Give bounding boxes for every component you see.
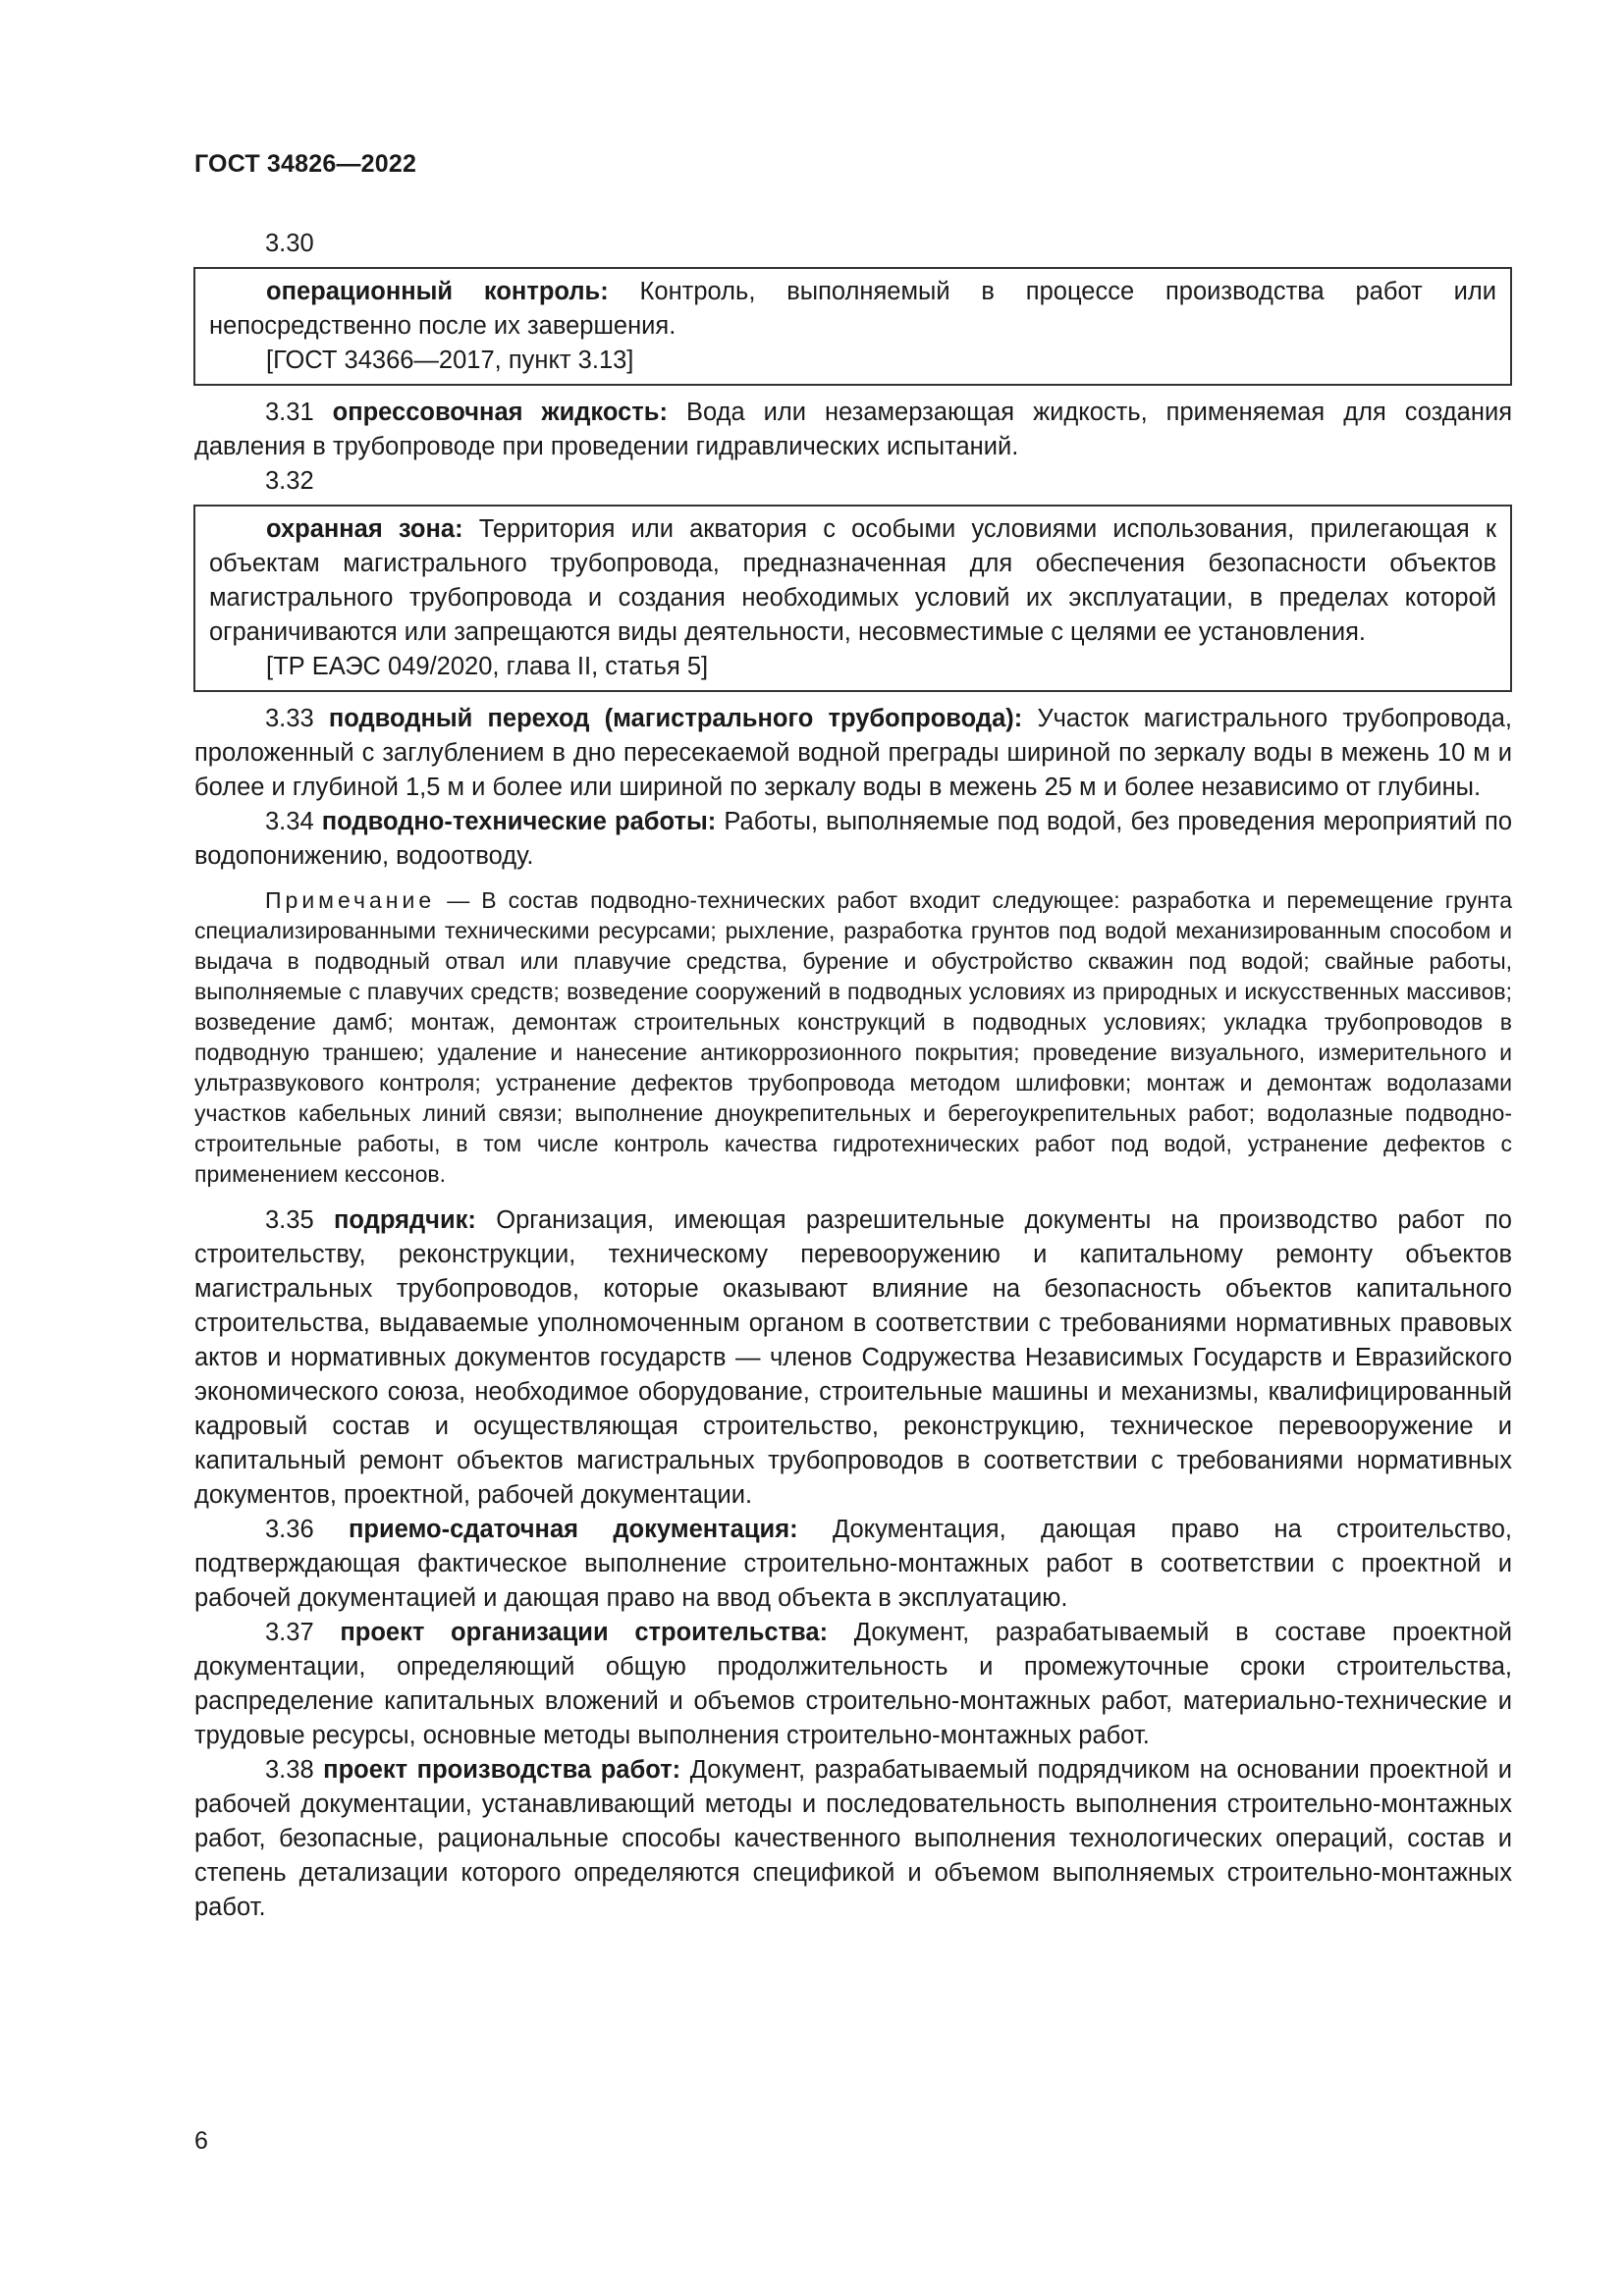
definition: Документация, дающая право на строительство, подтверждающая фактическое выполнение строительно-монтажных работ в соответствии с проектной и рабочей документацией и дающая право на ввод объекта в эксплуатацию. [194,1516,1512,1612]
entry-3-30 [209,275,1496,344]
term: подводный переход (магистрального трубопровода): [328,705,1023,732]
entry-3-32 [209,512,1496,650]
entry-number: 3.37 [265,1619,314,1646]
entry-3-32-number: 3.32 [265,467,314,495]
entry-number: 3.34 [265,808,314,835]
page-number: 6 [194,2127,208,2155]
source-reference: [ТР ЕАЭС 049/2020, глава II, статья 5] [266,653,709,680]
term: подрядчик: [334,1206,476,1234]
entry-3-30-number: 3.30 [265,230,314,257]
entry-3-33 [194,702,1512,805]
entry-3-31 [194,396,1512,464]
definition: Участок магистрального трубопровода, проложенный с заглублением в дно пересекаемой водной преграды шириной по зеркалу воды в межень 10 м и более и глубиной 1,5 м и более или шириной по зеркалу воды в межень 25 м и более независимо от глубины. [194,705,1512,801]
entry-number: 3.35 [265,1206,314,1234]
term: охранная зона: [266,515,463,543]
note-3-34 [194,885,1512,1190]
term: опрессовочная жидкость: [332,399,668,426]
term: операционный контроль: [266,278,609,305]
term: проект производства работ: [323,1756,681,1784]
entry-number: 3.36 [265,1516,314,1543]
document-header: ГОСТ 34826—2022 [194,150,417,178]
definition: Документ, разрабатываемый подрядчиком на основании проектной и рабочей документации, устанавливающий методы и последовательность выполнения строительно-монтажных работ, безопасные, рациональные способы качественного выполнения технологических операций, состав и степень детализации которого определяются спецификой и объемом выполняемых строительно-монтажных работ. [194,1756,1512,1921]
note-dash: — [435,887,482,913]
term: приемо-сдаточная документация: [349,1516,798,1543]
quoted-definition-box-3-32 [193,505,1512,692]
entry-number: 3.38 [265,1756,314,1784]
definition: Контроль, выполняемый в процессе производства работ или непосредственно после их завершения. [209,278,1496,340]
definition: Документ, разрабатываемый в составе проектной документации, определяющий общую продолжительность и промежуточные сроки строительства, распределение капитальных вложений и объемов строительно-монтажных работ, материально-технические и трудовые ресурсы, основные методы выполнения строительно-монтажных работ. [194,1619,1513,1749]
document-body [194,227,1512,1925]
entry-number: 3.31 [265,399,314,426]
entry-3-35 [194,1203,1512,1513]
definition: Территория или акватория с особыми условиями использования, прилегающая к объектам магистрального трубопровода, предназначенная для обеспечения безопасности объектов магистрального трубопровода и создания необходимых условий их эксплуатации, в пределах которой ограничиваются или запрещаются виды деятельности, несовместимые с целями ее установления. [209,515,1497,646]
definition: Работы, выполняемые под водой, без проведения мероприятий по водопонижению, водоотводу. [194,808,1512,870]
entry-number: 3.33 [265,705,314,732]
entry-3-36 [194,1513,1512,1616]
definition: Организация, имеющая разрешительные документы на производство работ по строительству, реконструкции, техническому перевооружению и капитальному ремонту объектов магистральных трубопроводов, которые оказывают влияние на безопасность объектов капитального строительства, выдаваемые уполномоченным органом в соответствии с требованиями нормативных правовых актов и нормативных документов государств — членов Содружества Независимых Государств и Евразийского экономического союза, необходимое оборудование, строительные машины и механизмы, квалифицированный кадровый состав и осуществляющая строительство, реконструкцию, техническое перевооружение и капитальный ремонт объектов магистральных трубопроводов в соответствии с требованиями нормативных документов, проектной, рабочей документации. [194,1206,1512,1509]
term: проект организации строительства: [340,1619,829,1646]
note-label: Примечание [265,887,436,913]
entry-3-34 [194,805,1512,874]
note-text: В состав подводно-технических работ входит следующее: разработка и перемещение грунта специализированными техническими ресурсами; рыхление, разработка грунтов под водой механизированным способом и выдача в подводный отвал или плавучие средства, бурение и обустройство скважин под водой; свайные работы, выполняемые с плавучих средств; возведение сооружений в подводных условиях из природных и искусственных массивов; возведение дамб; монтаж, демонтаж строительных конструкций в подводных условиях; укладка трубопроводов в подводную траншею; удаление и нанесение антикоррозионного покрытия; проведение визуального, измерительного и ультразвукового контроля; устранение дефектов трубопровода методом шлифовки; монтаж и демонтаж водолазами участков кабельных линий связи; выполнение дноукрепительных и берегоукрепительных работ; водолазные подводно-строительные работы, в том числе контроль качества гидротехнических работ под водой, устранение дефектов с применением кессонов. [194,887,1512,1187]
definition: Вода или незамерзающая жидкость, применяемая для создания давления в трубопроводе при проведении гидравлических испытаний. [194,399,1512,460]
entry-3-37 [194,1616,1512,1753]
term: подводно-технические работы: [321,808,717,835]
quoted-definition-box-3-30 [193,267,1512,386]
source-reference: [ГОСТ 34366—2017, пункт 3.13] [266,347,634,374]
entry-3-38 [194,1753,1512,1925]
